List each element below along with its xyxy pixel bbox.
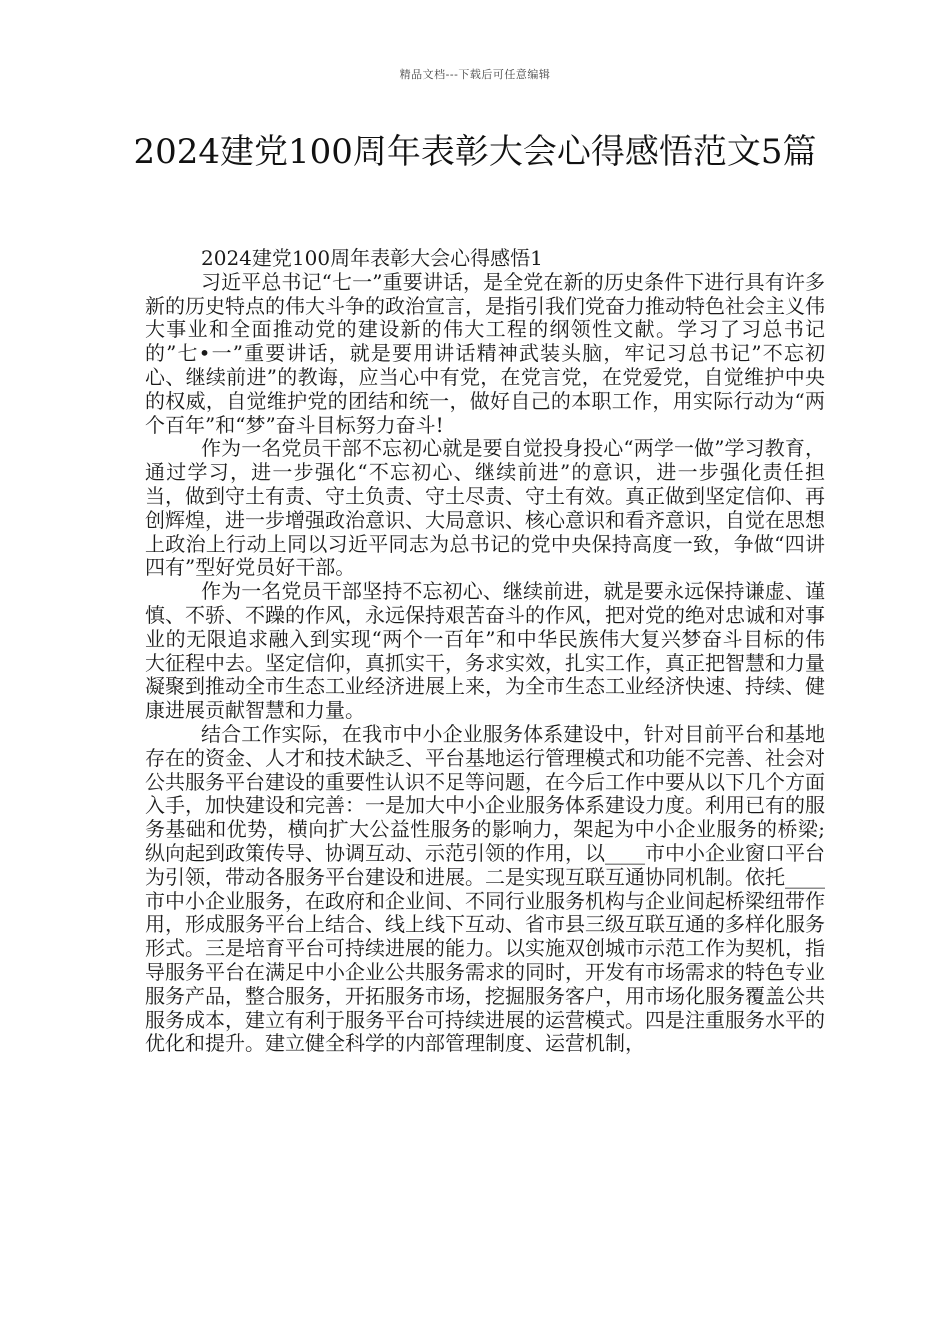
document-body bbox=[145, 247, 825, 1056]
paragraph: 结合工作实际，在我市中小企业服务体系建设中，针对目前平台和基地存在的资金、人才和技术缺乏、平台基地运行管理模式和功能不完善、社会对公共服务平台建设的重要性认识不足等问题，在今后工作中要从以下几个方面入手，加快建设和完善：一是加大中小企业服务体系建设力度。利用已有的服务基础和优势，横向扩大公益性服务的影响力，架起为中小企业服务的桥梁;纵向起到政策传导、协调互动、示范引领的作用，以____市中小企业窗口平台为引领，带动各服务平台建设和进展。二是实现互联互通协同机制。依托____市中小企业服务，在政府和企业间、不同行业服务机构与企业间起桥梁纽带作用，形成服务平台上结合、线上线下互动、省市县三级互联互通的多样化服务形式。三是培育平台可持续进展的能力。以实施双创城市示范工作为契机，指导服务平台在满足中小企业公共服务需求的同时，开发有市场需求的特色专业服务产品，整合服务，开拓服务市场，挖掘服务客户，用市场化服务覆盖公共服务成本，建立有利于服务平台可持续进展的运营模式。四是注重服务水平的优化和提升。建立健全科学的内部管理制度、运营机制， bbox=[145, 721, 825, 1056]
paragraph: 习近平总书记“七一”重要讲话，是全党在新的历史条件下进行具有许多新的历史特点的伟大斗争的政治宣言，是指引我们党奋力推动特色社会主义伟大事业和全面推动党的建设新的伟大工程的纲领性文献。学习了习总书记的”七•一”重要讲话，就是要用讲话精神武装头脑，牢记习总书记”不忘初心、继续前进”的教诲，应当心中有党，在党言党，在党爱党，自觉维护中央的权威，自觉维护党的团结和统一，做好自己的本职工作，用实际行动为“两个百年”和“梦”奋斗目标努力奋斗! bbox=[145, 269, 825, 437]
header-note: 精品文档---下载后可任意编辑 bbox=[399, 68, 551, 81]
section-heading: 2024建党100周年表彰大会心得感悟1 bbox=[201, 246, 543, 270]
document-title: 2024建党100周年表彰大会心得感悟范文5篇 bbox=[133, 132, 817, 172]
paragraph: 作为一名党员干部不忘初心就是要自觉投身投心“两学一做”学习教育，通过学习，进一步强化“不忘初心、继续前进”的意识，进一步强化责任担当，做到守土有责、守土负责、守土尽责、守土有效。真正做到坚定信仰、再创辉煌，进一步增强政治意识、大局意识、核心意识和看齐意识，自觉在思想上政治上行动上同以习近平同志为总书记的党中央保持高度一致，争做“四讲四有”型好党员好干部。 bbox=[145, 436, 825, 580]
paragraph: 作为一名党员干部坚持不忘初心、继续前进，就是要永远保持谦虚、谨慎、不骄、不躁的作风，永远保持艰苦奋斗的作风，把对党的绝对忠诚和对事业的无限追求融入到实现“两个一百年”和中华民族伟大复兴梦奋斗目标的伟大征程中去。坚定信仰，真抓实干，务求实效，扎实工作，真正把智慧和力量凝聚到推动全市生态工业经济进展上来，为全市生态工业经济快速、持续、健康进展贡献智慧和力量。 bbox=[145, 579, 825, 723]
